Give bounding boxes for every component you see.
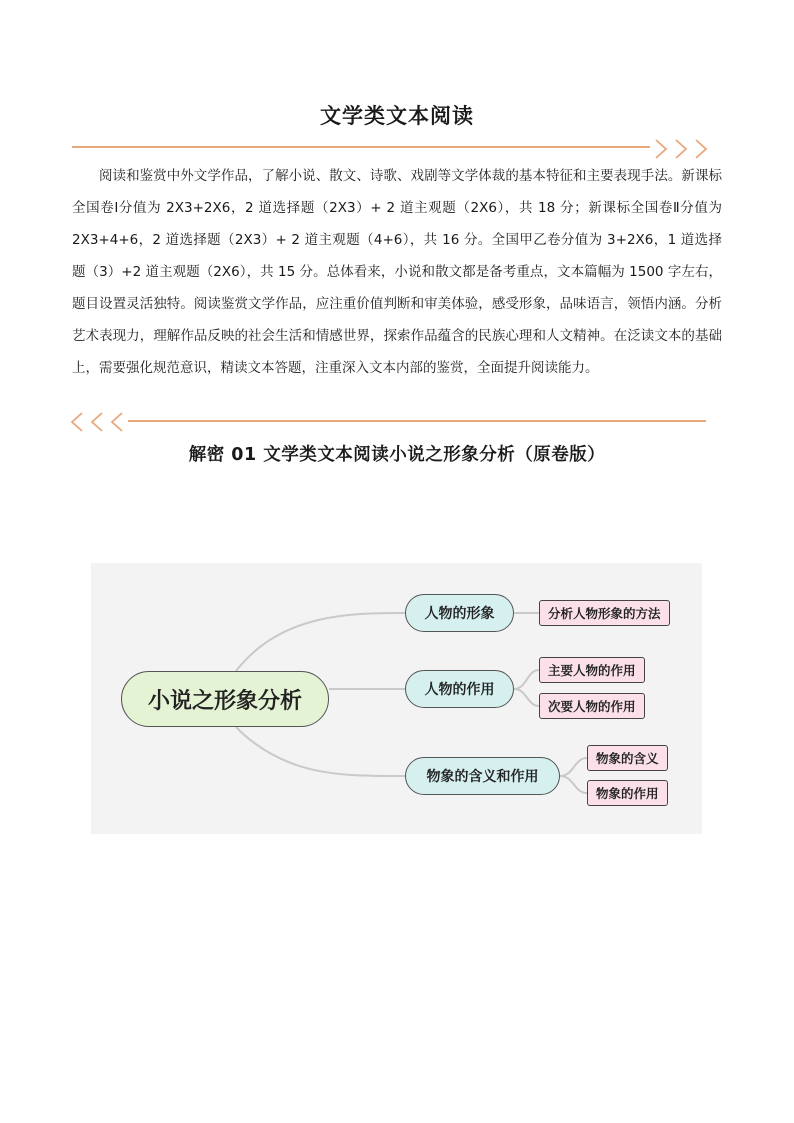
page-title: 文学类文本阅读: [320, 104, 474, 128]
leaf-analysis-method: 分析人物形象的方法: [539, 600, 670, 626]
connector-root-branch-3: [236, 727, 405, 776]
branch-character-role: 人物的作用: [405, 670, 514, 708]
mind-map: [91, 563, 702, 834]
section-subtitle: 解密 01 文学类文本阅读小说之形象分析（原卷版）: [188, 445, 606, 465]
branch-object-meaning-role: 物象的含义和作用: [405, 757, 560, 795]
connector-branch-3-leaf-2: [560, 776, 587, 793]
intro-paragraph: 阅读和鉴赏中外文学作品，了解小说、散文、诗歌、戏剧等文学体裁的基本特征和主要表现手法。新课标全国卷Ⅰ分值为 2X3+2X6，2 道选择题（2X3）+ 2 道主观题（2X6），共 18 分；新课标全国卷Ⅱ分值为 2X3+4+6，2 道选择题（2X3）+ 2 道主观题（4+6），共 16 分。全国甲乙卷分值为 3+2X6，1 道选择题（3）+2 道主观题（2X6），共 15 分。总体看来，小说和散文都是备考重点，文本篇幅为 1500 字左右，题目设置灵活独特。阅读鉴赏文学作品，应注重价值判断和审美体验，感受形象，品味语言，领悟内涵。分析艺术表现力，理解作品反映的社会生活和情感世界，探索作品蕴含的民族心理和人文精神。在泛读文本的基础上，需要强化规范意识，精读文本答题，注重深入文本内部的鉴赏，全面提升阅读能力。: [72, 168, 722, 376]
leaf-main-character-role: 主要人物的作用: [539, 657, 645, 683]
branch-character-image: 人物的形象: [405, 594, 514, 632]
connector-root-branch-1: [236, 613, 405, 671]
connector-branch-2-leaf-1: [514, 670, 539, 689]
left-chevrons-icon: [72, 413, 122, 431]
connector-branch-2-leaf-2: [514, 689, 539, 706]
leaf-minor-character-role: 次要人物的作用: [539, 693, 645, 719]
leaf-object-role: 物象的作用: [587, 780, 668, 806]
leaf-object-meaning: 物象的含义: [587, 745, 668, 771]
right-chevrons-icon: [656, 140, 706, 158]
connector-branch-3-leaf-1: [560, 758, 587, 776]
mind-map-root: 小说之形象分析: [121, 671, 329, 727]
